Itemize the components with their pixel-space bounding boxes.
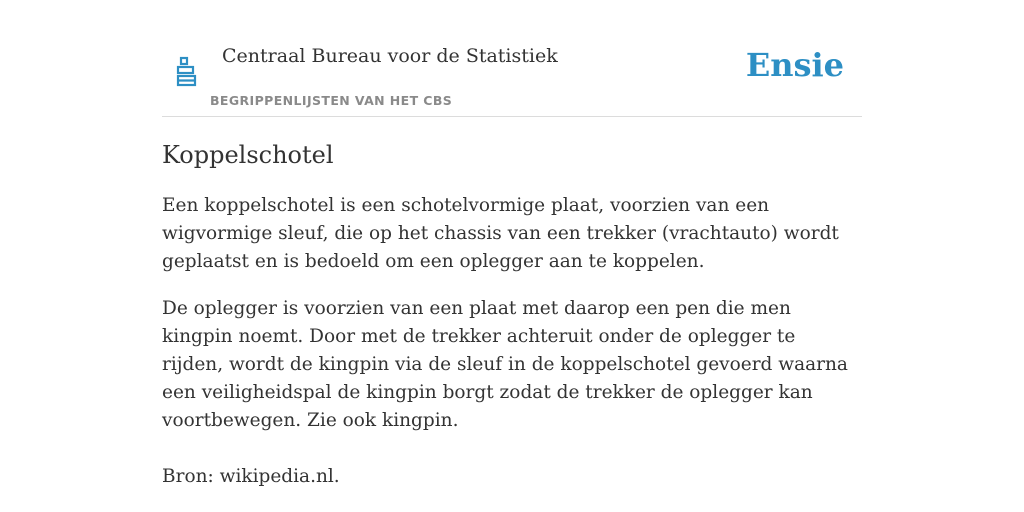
article-paragraph: Een koppelschotel is een schotelvormige plaat, voorzien van een wigvormige sleuf, die op het chassis van een trekker (vrachtauto) wordt geplaatst en is bedoeld om een oplegger aan te koppelen. [162,195,839,272]
article-source: Bron: wikipedia.nl. [162,466,340,487]
ensie-logo[interactable]: Ensie [745,46,844,84]
article-title: Koppelschotel [162,141,334,169]
site-subtitle: BEGRIPPENLIJSTEN VAN HET CBS [210,93,453,108]
article [162,138,862,491]
organization-name[interactable]: Centraal Bureau voor de Statistiek [222,45,558,67]
article-paragraph: De oplegger is voorzien van een plaat met daarop een pen die men kingpin noemt. Door met de trekker achteruit onder de oplegger te rijden, wordt de kingpin via de sleuf in de koppelschotel gevoerd waarna een veiligheidspal de kingpin borgt zodat de trekker de oplegger kan voortbewegen. Zie ook kingpin. [162,298,848,431]
cbs-logo-icon[interactable] [175,56,197,88]
site-header [162,0,862,117]
